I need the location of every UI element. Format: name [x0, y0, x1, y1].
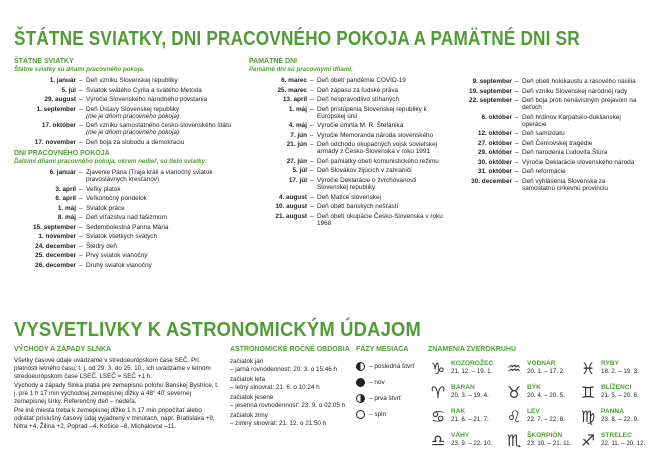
- memorial-day-row: [249, 213, 449, 227]
- date: 1. máj: [288, 105, 307, 113]
- dash-separator: –: [515, 113, 519, 121]
- memorial-days-subtitle: Pamätné dni sú pracovnými dňami.: [249, 66, 353, 73]
- rest-days-heading: DNI PRACOVNÉHO POKOJA: [14, 150, 110, 158]
- zodiac-sign: [428, 360, 493, 378]
- description: [522, 159, 640, 166]
- state-holiday-row: [14, 122, 232, 136]
- description-text: Deň hrdinov Karpatsko-duklianskej operácie: [522, 113, 621, 128]
- moon-phase-label: – spln: [369, 411, 387, 418]
- description: [317, 177, 449, 191]
- description: [86, 195, 232, 202]
- dash-separator: –: [515, 149, 519, 157]
- memorial-days-heading: PAMÄTNÉ DNI: [249, 58, 298, 65]
- date: 6. apríl: [55, 195, 76, 203]
- description: [317, 203, 449, 210]
- zodiac-sign: [578, 360, 639, 378]
- dash-separator: –: [310, 77, 314, 84]
- date: 1. september: [36, 105, 76, 113]
- zodiac-dates: 18. 2. – 19. 3.: [601, 368, 639, 375]
- description-text: Prvý sviatok vianočný: [86, 252, 148, 260]
- dash-separator: –: [515, 78, 519, 85]
- zodiac-sign: [578, 408, 639, 426]
- description-text: Sedembolestná Panna Mária: [86, 223, 169, 231]
- zodiac-sign: [428, 384, 489, 402]
- description-text: Výročie Deklarácie slovenského národa: [522, 158, 635, 166]
- date: 6. marec: [281, 77, 307, 84]
- memorial-day-row: [249, 96, 449, 103]
- memorial-day-row: [450, 97, 640, 111]
- description-note: (nie je dňom pracovného pokoja): [86, 129, 180, 137]
- zodiac-sign: [504, 384, 565, 402]
- memorial-day-row: [249, 167, 449, 174]
- dash-separator: –: [310, 105, 314, 113]
- zodiac-dates: 21. 5. – 20. 6.: [601, 392, 639, 399]
- season-value: – letný slnovrat: 21. 6. o 10:24 h: [230, 383, 320, 391]
- zodiac-symbol-icon: ♎: [430, 431, 446, 450]
- date: 1. máj: [57, 204, 76, 212]
- date: 30. október: [477, 158, 512, 166]
- dash-separator: –: [79, 77, 83, 84]
- season-value: – jesenná rovnodennosť: 23. 9. o 02:05 h: [230, 401, 346, 409]
- memorial-day-row: [249, 132, 449, 139]
- zodiac-heading: ZNAMENIA ZVEROKRUHU: [428, 346, 517, 353]
- dash-separator: –: [79, 122, 83, 130]
- dash-separator: –: [79, 223, 83, 231]
- memorial-day-row: [450, 178, 640, 192]
- dash-separator: –: [79, 242, 83, 250]
- zodiac-name: PANNA: [601, 408, 624, 415]
- date: 4. máj: [288, 122, 307, 130]
- date: 29. október: [477, 149, 512, 157]
- description-text: Deň pristúpenia Slovenskej republiky k Európskej únii: [317, 105, 427, 120]
- dash-separator: –: [79, 195, 83, 203]
- memorial-day-row: [249, 158, 449, 165]
- description: [86, 139, 232, 146]
- dash-separator: –: [79, 204, 83, 212]
- description: [522, 140, 640, 147]
- rest-day-row: [14, 252, 232, 259]
- memorial-day-row: [450, 88, 640, 95]
- memorial-day-row: [249, 87, 449, 94]
- date: 1. január: [49, 77, 76, 84]
- description-text: Deň vzniku samostatného česko-slovenského štátu: [86, 122, 232, 130]
- page-title: ŠTÁTNE SVIATKY, DNI PRACOVNÉHO POKOJA A PAMÄTNÉ DNI SR: [14, 28, 580, 50]
- zodiac-name: BLÍŽENCI: [601, 384, 632, 391]
- dash-separator: –: [79, 105, 83, 113]
- zodiac-sign: [428, 432, 492, 450]
- dash-separator: –: [79, 96, 83, 103]
- description-text: Druhý sviatok vianočný: [86, 261, 152, 269]
- description-text: Veľkonočný pondelok: [86, 195, 147, 203]
- description: [522, 114, 640, 128]
- sunrise-heading: VÝCHODY A ZÁPADY SLNKA: [14, 346, 112, 353]
- zodiac-dates: 20. 1. – 17. 2.: [527, 368, 565, 375]
- zodiac-symbol-icon: ♉: [506, 383, 522, 402]
- zodiac-symbol-icon: ♒: [506, 359, 522, 378]
- rest-day-row: [14, 186, 232, 193]
- date: 27. október: [477, 139, 512, 147]
- astronomy-title: VYSVETLIVKY K ASTRONOMICKÝM ÚDAJOM: [14, 319, 422, 341]
- description-text: Deň obetí holokaustu a rasového násilia: [522, 78, 636, 85]
- description: [522, 168, 640, 175]
- moon-phase-label: – nov: [369, 379, 385, 386]
- description: [86, 87, 232, 94]
- zodiac-name: ŠKORPIÓN: [527, 432, 563, 439]
- dash-separator: –: [79, 261, 83, 269]
- date: 30. december: [471, 177, 512, 185]
- zodiac-dates: 20. 3. – 19. 4.: [451, 392, 489, 399]
- zodiac-name: BÝK: [527, 384, 541, 391]
- zodiac-name: VÁHY: [451, 432, 470, 439]
- date: 17. október: [41, 122, 76, 130]
- zodiac-sign: [504, 432, 571, 450]
- dash-separator: –: [310, 157, 314, 165]
- dash-separator: –: [515, 158, 519, 166]
- date: 4. august: [278, 193, 307, 201]
- rest-days-subtitle: Ďalšími dňami pracovného pokoja, okrem nedieľ, sú tieto sviatky:: [14, 158, 207, 166]
- moon-phase-item: [356, 378, 422, 387]
- memorial-column-2: [450, 78, 640, 195]
- memorial-day-row: [249, 177, 449, 191]
- date: 24. december: [35, 242, 76, 250]
- date: 25. marec: [277, 86, 307, 94]
- moon-phase-item: [356, 362, 422, 371]
- sunrise-section: [14, 346, 219, 431]
- description: [317, 122, 449, 129]
- description: [86, 214, 232, 221]
- rest-day-row: [14, 205, 232, 212]
- description-text: Deň zápasu za ľudské práva: [317, 86, 399, 94]
- date: 27. jún: [286, 157, 307, 165]
- moon-phase-item: [356, 410, 422, 419]
- zodiac-dates: 23. 8. – 22. 9.: [601, 416, 639, 423]
- season-label: začiatok leta: [230, 376, 266, 383]
- memorial-day-row: [249, 141, 449, 155]
- zodiac-dates: 21. 12. – 19. 1.: [451, 368, 493, 375]
- description-text: Veľký piatok: [86, 185, 121, 193]
- date: 26. december: [35, 261, 76, 269]
- memorial-day-row: [450, 130, 640, 137]
- zodiac-symbol-icon: ♓: [580, 359, 596, 378]
- description-text: Deň narodenia Ľudovíta Štúra: [522, 149, 608, 157]
- state-holiday-row: [14, 139, 232, 146]
- sunrise-paragraph-2: Východy a západy Slnka platia pre zemepisnú polohu Banskej Bystrice, t. j. pre 1 h 17 min východnej zemepisnej dĺžky a 48° 40' severnej zemepisnej šírky. Referenčný deň – nedeľa.: [14, 382, 219, 405]
- date: 9. september: [472, 78, 512, 85]
- memorial-day-row: [249, 203, 449, 210]
- memorial-day-row: [450, 149, 640, 156]
- date: 7. jún: [290, 131, 307, 139]
- zodiac-sign: [504, 408, 565, 426]
- rest-day-row: [14, 243, 232, 250]
- memorial-days-list-2: [450, 78, 640, 192]
- moon-new-icon: [356, 378, 365, 387]
- memorial-day-row: [450, 78, 640, 85]
- date: 1. november: [38, 233, 76, 241]
- description: [522, 149, 640, 156]
- rest-day-row: [14, 169, 232, 183]
- description-text: Deň Černovskej tragédie: [522, 139, 593, 147]
- description: [317, 194, 449, 201]
- dash-separator: –: [310, 122, 314, 130]
- date: 6. október: [481, 113, 512, 121]
- description-text: Deň boja proti nenávistným prejavom na deťoch: [522, 97, 637, 112]
- zodiac-section: [428, 346, 648, 461]
- state-holiday-row: [14, 96, 232, 103]
- description-text: Deň vzniku Slovenskej národnej rady: [522, 87, 628, 95]
- date: 17. november: [34, 138, 76, 146]
- dash-separator: –: [79, 214, 83, 222]
- state-holiday-row: [14, 77, 232, 84]
- memorial-day-row: [450, 140, 640, 147]
- zodiac-dates: 22. 11. – 20. 12.: [601, 440, 646, 447]
- description-text: Deň vyhlásenia Slovenska za samostatnú cirkevnú provinciu: [522, 177, 608, 193]
- zodiac-name: KOZOROŽEC: [451, 360, 494, 367]
- memorial-day-row: [450, 159, 640, 166]
- dash-separator: –: [310, 193, 314, 201]
- season-value: – jarná rovnodennosť: 20. 3. o 15:46 h: [230, 365, 338, 373]
- dash-separator: –: [79, 233, 83, 241]
- dash-separator: –: [310, 86, 314, 94]
- zodiac-name: RYBY: [601, 360, 620, 367]
- season-item: [230, 412, 350, 427]
- zodiac-symbol-icon: ♏: [506, 431, 522, 450]
- state-holidays-subtitle: Štátne sviatky sú dňami pracovného pokoja.: [14, 66, 145, 73]
- season-item: [230, 358, 350, 373]
- zodiac-dates: 23. 9. – 22. 10.: [451, 440, 493, 447]
- state-holiday-row: [14, 106, 232, 120]
- date: 6. január: [49, 169, 76, 177]
- dash-separator: –: [310, 167, 314, 175]
- description-text: Deň Slovákov žijúcich v zahraničí: [317, 167, 412, 175]
- memorial-day-row: [450, 114, 640, 128]
- season-label: začiatok zimy: [230, 412, 268, 419]
- description-text: Výročie Memoranda národa slovenského: [317, 131, 434, 139]
- dash-separator: –: [515, 130, 519, 138]
- moon-section: [356, 346, 422, 426]
- date: 5. júl: [292, 167, 307, 175]
- description: [86, 224, 232, 231]
- description: [317, 167, 449, 174]
- dash-separator: –: [310, 212, 314, 220]
- seasons-section: [230, 346, 350, 430]
- zodiac-name: STRELEC: [601, 432, 632, 439]
- left-column: [14, 58, 232, 271]
- zodiac-dates: 22. 7. – 22. 8.: [527, 416, 565, 423]
- description-text: Deň samizdatu: [522, 130, 565, 138]
- memorial-day-row: [249, 77, 449, 84]
- memorial-column: [249, 58, 449, 229]
- dash-separator: –: [79, 138, 83, 146]
- description: [522, 88, 640, 95]
- zodiac-symbol-icon: ♊: [580, 383, 596, 402]
- rest-day-row: [14, 224, 232, 231]
- description: [317, 106, 449, 120]
- description: [86, 169, 232, 183]
- dash-separator: –: [310, 96, 314, 103]
- dash-separator: –: [515, 97, 519, 104]
- zodiac-sign: [578, 432, 645, 450]
- dash-separator: –: [515, 168, 519, 176]
- memorial-days-list-1: [249, 77, 449, 227]
- description: [317, 132, 449, 139]
- seasons-list: [230, 358, 350, 427]
- description-text: Deň obetí banských nešťastí: [317, 203, 399, 211]
- memorial-day-row: [249, 194, 449, 201]
- description: [86, 96, 232, 103]
- moon-first-icon: [356, 394, 365, 403]
- zodiac-sign: [504, 360, 565, 378]
- description: [86, 243, 232, 250]
- date: 12. október: [477, 130, 512, 138]
- moon-phase-label: – posledná štvrť: [369, 363, 415, 370]
- date: 8. máj: [57, 214, 76, 222]
- dash-separator: –: [515, 177, 519, 185]
- date: 15. september: [33, 223, 76, 231]
- date: 25. december: [35, 252, 76, 260]
- description-text: Deň reformácie: [522, 168, 566, 176]
- dash-separator: –: [310, 141, 314, 149]
- description: [522, 78, 640, 85]
- description-text: Zjavenie Pána (Traja králi a vianočný sviatok pravoslávnych kresťanov): [86, 169, 213, 184]
- zodiac-symbol-icon: ♌: [506, 407, 522, 426]
- date: 3. apríl: [55, 185, 76, 193]
- date: 10. august: [275, 203, 307, 211]
- description-text: Deň nespravodlivo stíhaných: [317, 96, 400, 103]
- description: [522, 130, 640, 137]
- dash-separator: –: [79, 252, 83, 260]
- date: 13. apríl: [282, 96, 307, 103]
- description-text: Deň obetí pandémie COVID-19: [317, 77, 406, 84]
- season-item: [230, 394, 350, 409]
- date: 5. júl: [61, 86, 76, 94]
- rest-day-row: [14, 195, 232, 202]
- zodiac-symbol-icon: ♋: [430, 407, 446, 426]
- description: [317, 96, 449, 103]
- date: 19. september: [469, 87, 512, 95]
- moon-full-icon: [356, 410, 365, 419]
- moon-phase-item: [356, 394, 422, 403]
- description-text: Sviatok práce: [86, 204, 125, 212]
- moon-phases-list: [356, 362, 422, 419]
- zodiac-name: VODNÁR: [527, 360, 556, 367]
- dash-separator: –: [79, 185, 83, 193]
- dash-separator: –: [515, 139, 519, 147]
- dash-separator: –: [79, 86, 83, 94]
- description: [317, 141, 449, 155]
- zodiac-name: BARAN: [451, 384, 475, 391]
- date: 21. august: [275, 212, 307, 220]
- zodiac-sign: [428, 408, 489, 426]
- zodiac-symbol-icon: ♑: [430, 359, 446, 378]
- description: [317, 158, 449, 165]
- season-item: [230, 376, 350, 391]
- date: 29. august: [44, 96, 76, 103]
- dash-separator: –: [310, 131, 314, 139]
- season-label: začiatok jari: [230, 358, 264, 365]
- description: [86, 122, 232, 136]
- zodiac-symbol-icon: ♍: [580, 407, 596, 426]
- description: [86, 233, 232, 240]
- date: 22. september: [469, 97, 512, 104]
- zodiac-name: RAK: [451, 408, 466, 415]
- description-note: (nie je dňom pracovného pokoja): [86, 112, 180, 120]
- seasons-heading: ASTRONOMICKÉ ROČNÉ OBDOBIA: [230, 346, 350, 353]
- state-holiday-row: [14, 87, 232, 94]
- description-text: Sviatok svätého Cyrila a svätého Metoda: [86, 86, 202, 94]
- description: [317, 87, 449, 94]
- dash-separator: –: [79, 169, 83, 177]
- description: [317, 77, 449, 84]
- date: 17. júl: [288, 176, 307, 184]
- description: [86, 205, 232, 212]
- moon-heading: FÁZY MESIACA: [356, 346, 409, 353]
- description: [522, 178, 640, 192]
- zodiac-dates: 21. 6. – 21. 7.: [451, 416, 489, 423]
- description: [86, 262, 232, 269]
- description-text: Výročie Deklarácie o zvrchovanosti Slovenskej republiky: [317, 176, 417, 192]
- description-text: Štedrý deň: [86, 242, 117, 250]
- description: [522, 97, 640, 111]
- dash-separator: –: [310, 176, 314, 184]
- zodiac-name: LEV: [527, 408, 540, 415]
- description-text: Deň Ústavy Slovenskej republiky: [86, 105, 180, 113]
- date: 21. jún: [286, 141, 307, 149]
- description-text: Deň víťazstva nad fašizmom: [86, 214, 167, 222]
- memorial-day-row: [249, 106, 449, 120]
- season-value: – zimný slnovrat: 21. 12. o 21:50 h: [230, 419, 327, 427]
- zodiac-symbol-icon: ♈: [430, 383, 446, 402]
- description-text: Deň odchodu okupačných vojsk sovietskej armády z Česko-Slovenska v roku 1991: [317, 141, 438, 156]
- dash-separator: –: [310, 203, 314, 211]
- state-holidays-list: [14, 77, 232, 146]
- rest-day-row: [14, 262, 232, 269]
- state-holidays-heading: ŠTÁTNE SVIATKY: [14, 58, 74, 65]
- sunrise-paragraph-1: Všetky časové údaje uvádzame v stredoeurópskom čase SEČ. Pri platnosti letného času, t. j. od 29. 3. do 25. 10., ich uvádzame v letnom stredoeurópskom čase LSEČ. LSEČ = SEČ +1 h.: [14, 357, 211, 380]
- moon-phase-label: – prvá štvrť: [369, 395, 402, 402]
- description-text: Deň vzniku Slovenskej republiky: [86, 77, 178, 84]
- zodiac-sign: [578, 384, 639, 402]
- moon-last-icon: [356, 362, 365, 371]
- description-text: Výročie Slovenského národného povstania: [86, 96, 208, 103]
- memorial-day-row: [450, 168, 640, 175]
- sunrise-paragraph-3: Pre iné miesta treba k zemepisnej dĺžke 1 h 17 min pripočítať alebo odrátať príslušný časový údaj vyjadrený v minútach, napr. Bratislava +9, Nitra +4, Žilina +2, Poprad –4, Košice –8, Michalovce –11.: [14, 407, 215, 430]
- rest-day-row: [14, 214, 232, 221]
- zodiac-symbol-icon: ♐: [580, 431, 596, 450]
- description: [86, 252, 232, 259]
- description: [86, 186, 232, 193]
- description: [317, 213, 449, 227]
- description-text: Deň obetí okupácie Česko-Slovenska v roku 1968: [317, 212, 443, 227]
- description-text: Deň boja za slobodu a demokraciu: [86, 138, 185, 146]
- description: [86, 106, 232, 120]
- dash-separator: –: [515, 87, 519, 95]
- memorial-day-row: [249, 122, 449, 129]
- description-text: Deň Matice slovenskej: [317, 193, 381, 201]
- description-text: Sviatok všetkých svätých: [86, 233, 158, 241]
- description-text: Výročie úmrtia M. R. Štefánika: [317, 122, 404, 130]
- season-label: začiatok jesene: [230, 394, 274, 401]
- date: 31. október: [477, 168, 512, 176]
- description-text: Deň pamiatky obetí komunistického režimu: [317, 157, 439, 165]
- zodiac-dates: 23. 10. – 21. 11.: [527, 440, 572, 447]
- rest-days-list: [14, 169, 232, 269]
- rest-day-row: [14, 233, 232, 240]
- description: [86, 77, 232, 84]
- zodiac-dates: 20. 4. – 20. 5.: [527, 392, 565, 399]
